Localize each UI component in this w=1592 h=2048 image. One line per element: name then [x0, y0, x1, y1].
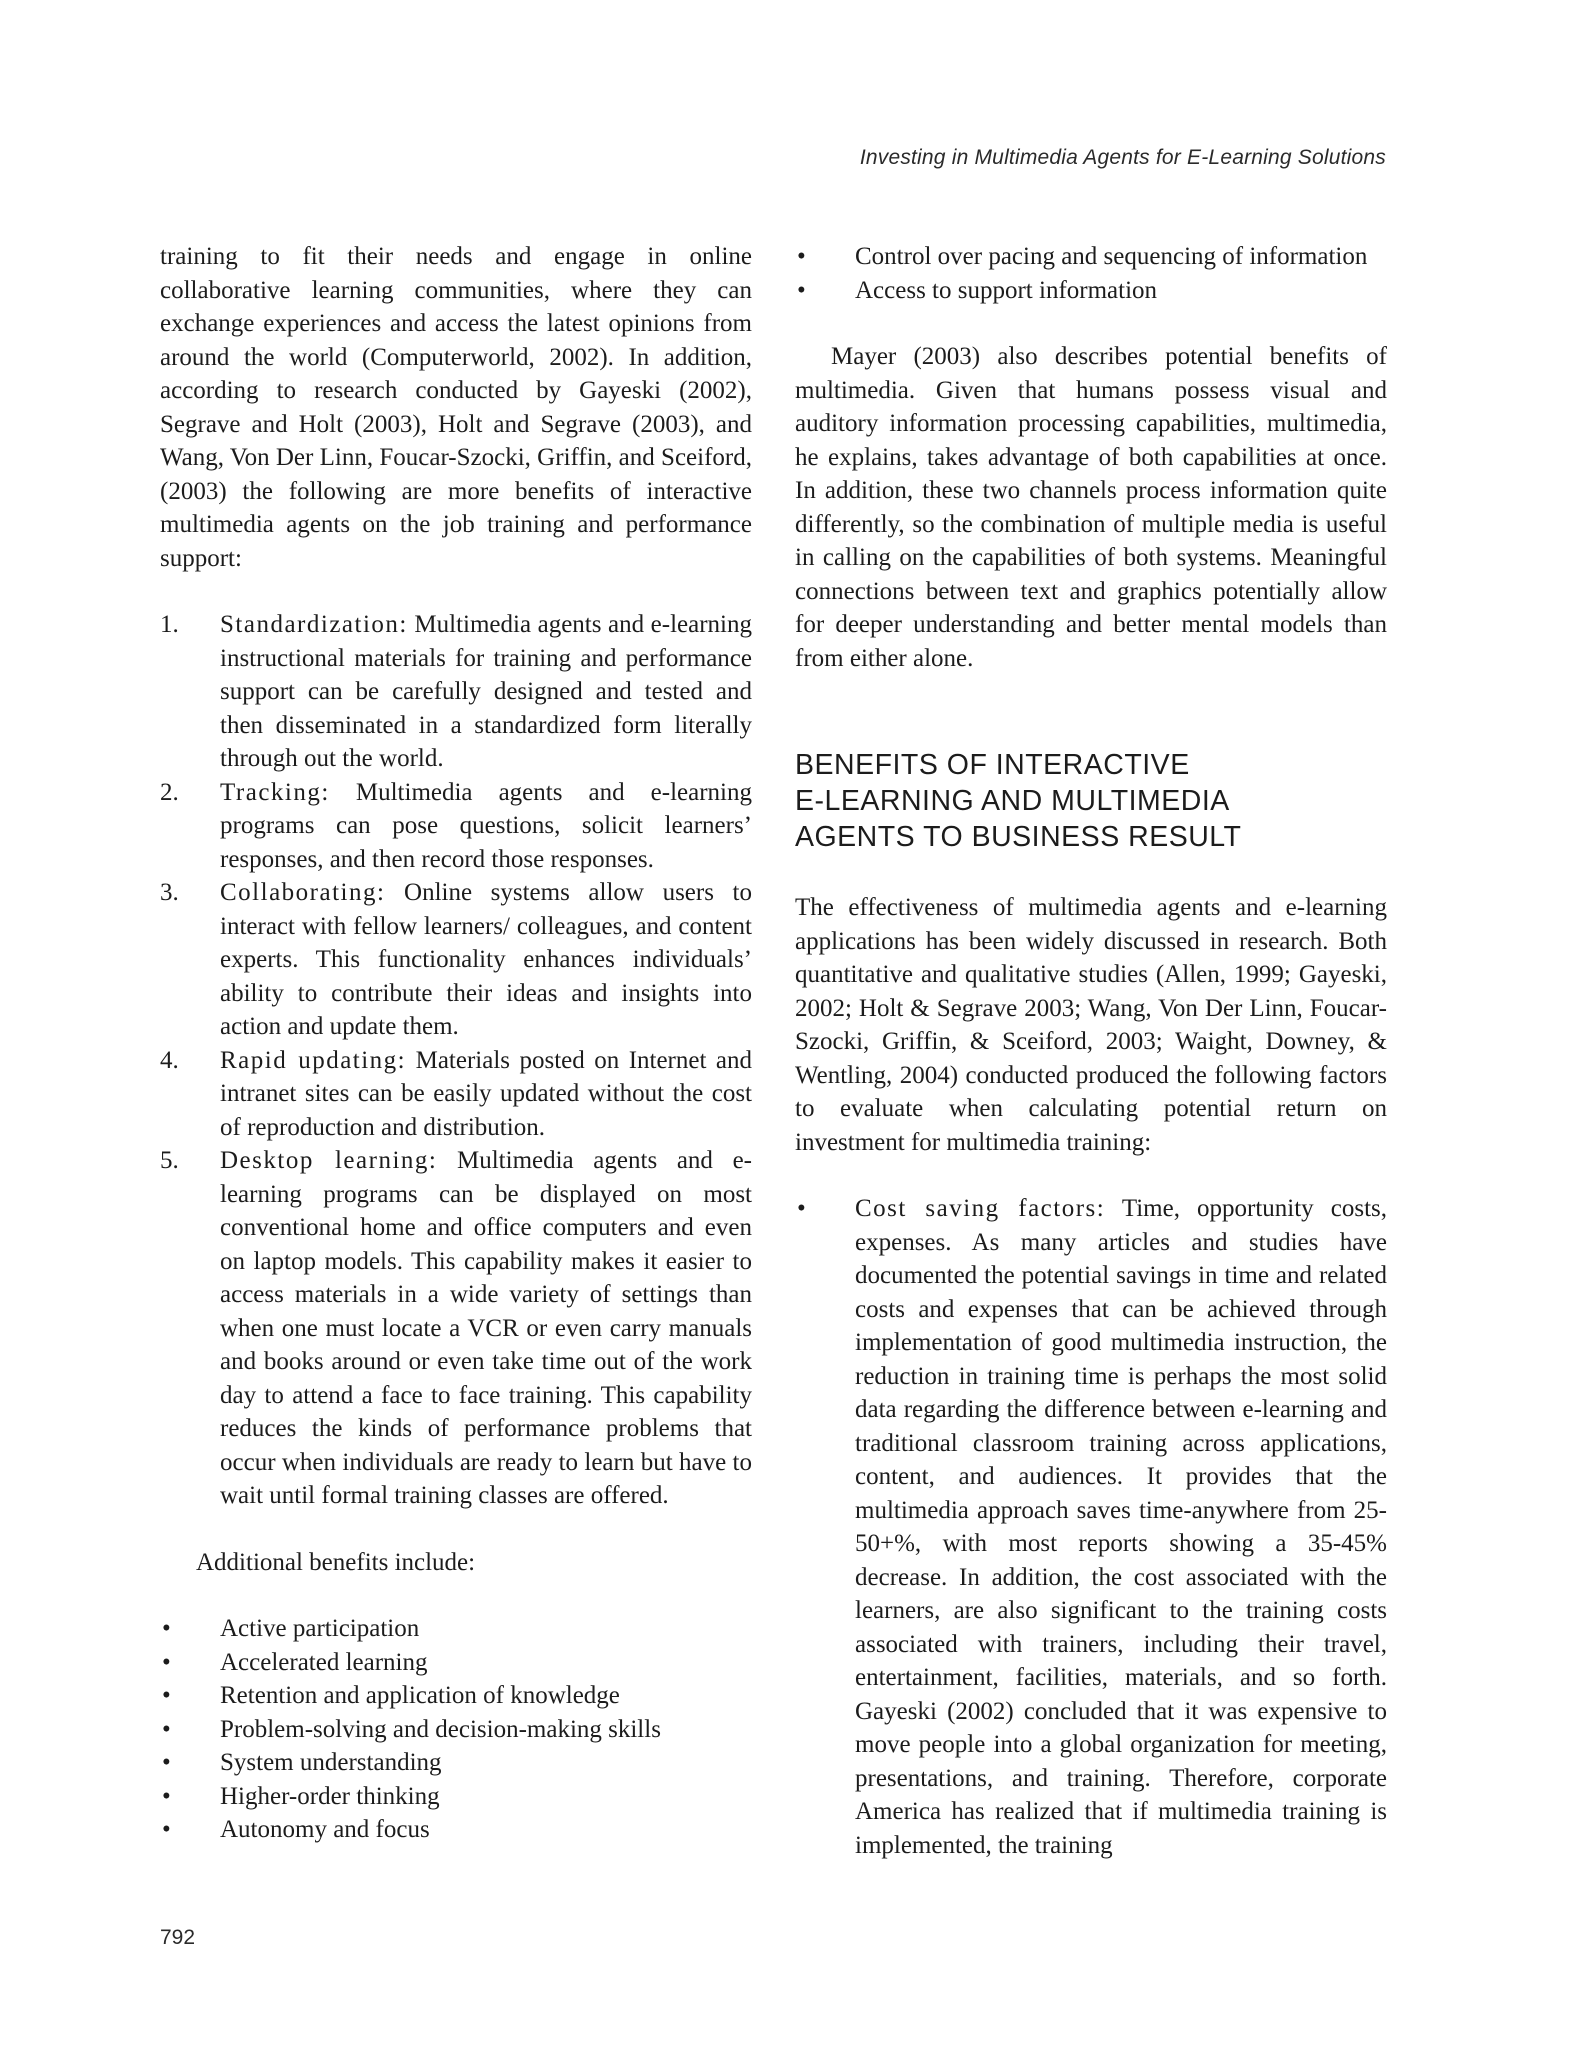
- item-term: Cost saving factors:: [855, 1195, 1106, 1222]
- item-text: Materials posted on Internet and intranet sites can be easily updated without the cost of reproduction and distribution.: [220, 1046, 752, 1141]
- left-column: [160, 240, 752, 1880]
- item-term: Desktop learning:: [220, 1147, 438, 1174]
- item-term: Standardization:: [220, 611, 408, 638]
- bullet-dot: •: [162, 1782, 171, 1810]
- bullet-text: Retention and application of knowledge: [220, 1682, 620, 1709]
- bullet-dot: •: [162, 1749, 171, 1776]
- bullet-item: [160, 1780, 752, 1814]
- numbered-item: [160, 608, 752, 776]
- bullet-text: Accelerated learning: [220, 1648, 428, 1676]
- bullet-text: Active participation: [220, 1615, 420, 1642]
- bullet-dot: •: [797, 276, 806, 304]
- bullet-item: [160, 1746, 752, 1780]
- bullet-dot: •: [797, 243, 806, 270]
- bullet-dot: •: [797, 1195, 806, 1222]
- effectiveness-paragraph: The effectiveness of multimedia agents and e-learning applications has been widely discussed in research. Both quantitative and qualitative studies (Allen, 1999; Gayeski, 2002; Holt & Segrave 2003; Wang, Von Der Linn, Foucar-Szocki, Griffin, & Sceiford, 2003; Waight, Downey, & Wentling, 2004) conducted produced the following factors to evaluate when calculating potential return on investment for multimedia training:: [795, 894, 1387, 1156]
- item-text: Multimedia agents and e-learning programs can pose questions, solicit learners’ responses, and then record those responses.: [220, 778, 752, 873]
- page-number: 792: [160, 1926, 196, 1949]
- mayer-paragraph: Mayer (2003) also describes potential benefits of multimedia. Given that humans possess visual and auditory information processing capabilities, multimedia, he explains, takes advantage of both capabilities at once. In addition, these two channels process information quite differently, so the combination of multiple media is useful in calling on the capabilities of both systems. Meaningful connections between text and graphics potentially allow for deeper understanding and better mental models than from either alone.: [795, 343, 1387, 672]
- numbered-item: [160, 876, 752, 1044]
- bullet-dot: •: [162, 1682, 171, 1709]
- running-head: Investing in Multimedia Agents for E-Learning Solutions: [859, 146, 1386, 169]
- item-number: 1.: [160, 611, 179, 638]
- additional-benefits-intro: Additional benefits include:: [196, 1548, 476, 1576]
- bullet-text: Autonomy and focus: [220, 1816, 430, 1843]
- continued-bullet-list: [795, 240, 1387, 307]
- bullet-dot: •: [162, 1648, 171, 1676]
- bullet-dot: •: [162, 1715, 171, 1743]
- bullet-text: Access to support information: [855, 276, 1158, 304]
- bullet-text: Time, opportunity costs, expenses. As many articles and studies have documented the potential savings in time and related costs and expenses that can be achieved through implementation of good multimedia instruction, the reduction in training time is perhaps the most solid data regarding the difference between e-learning and traditional classroom training across applications, content, and audiences. It provides that the multimedia approach saves time-anywhere from 25-50+%, with most reports showing a 35-45% decrease. In addition, the cost associated with the learners, are also significant to the training costs associated with trainers, including their travel, entertainment, facilities, materials, and so forth. Gayeski (2002) concluded that it was expensive to move people into a global organization for meeting, presentations, and training. Therefore, corporate America has realized that if multimedia training is implemented, the training: [855, 1195, 1387, 1859]
- bullet-item: [795, 1192, 1387, 1862]
- heading-line: AGENTS TO BUSINESS RESULT: [795, 821, 1242, 853]
- bullet-dot: •: [162, 1816, 171, 1843]
- bullet-item: [160, 1612, 752, 1646]
- section-heading: [795, 747, 1387, 855]
- item-term: Rapid updating:: [220, 1046, 407, 1074]
- numbered-item: [160, 1144, 752, 1513]
- right-column: [795, 240, 1387, 1895]
- intro-paragraph: training to fit their needs and engage in online collaborative learning communities, where they can exchange experiences and access the latest opinions from around the world (Computerworld, 2002). In addition, according to research conducted by Gayeski (2002), Segrave and Holt (2003), Holt and Segrave (2003), and Wang, Von Der Linn, Foucar-Szocki, Griffin, and Sceiford, (2003) the following are more benefits of interactive multimedia agents on the job training and performance support:: [160, 243, 752, 572]
- item-text: Multimedia agents and e-learning programs can be displayed on most conventional home and office computers and even on laptop models. This capability makes it easier to access materials in a wide variety of settings than when one must locate a VCR or even carry manuals and books around or even take time out of the work day to attend a face to face training. This capability reduces the kinds of performance problems that occur when individuals are ready to learn but have to wait until formal training classes are offered.: [220, 1147, 752, 1509]
- item-text: Online systems allow users to interact with fellow learners/ colleagues, and content experts. This functionality enhances individuals’ ability to contribute their ideas and insights into action and update them.: [220, 879, 752, 1040]
- item-number: 2.: [160, 778, 179, 806]
- additional-benefits-list: [160, 1612, 752, 1847]
- bullet-text: Control over pacing and sequencing of information: [855, 243, 1368, 270]
- bullet-item: [160, 1679, 752, 1713]
- numbered-item: [160, 1044, 752, 1145]
- heading-line: BENEFITS OF INTERACTIVE: [795, 749, 1190, 781]
- item-term: Collaborating:: [220, 879, 386, 906]
- numbered-item: [160, 776, 752, 877]
- item-number: 5.: [160, 1147, 179, 1174]
- item-number: 4.: [160, 1046, 179, 1074]
- bullet-item: [160, 1646, 752, 1680]
- item-term: Tracking:: [220, 778, 330, 806]
- bullet-item: [795, 240, 1387, 274]
- bullet-text: System understanding: [220, 1749, 442, 1776]
- heading-line: E-LEARNING AND MULTIMEDIA: [795, 785, 1230, 817]
- bullet-text: Problem-solving and decision-making skills: [220, 1715, 661, 1743]
- bullet-dot: •: [162, 1615, 171, 1642]
- item-number: 3.: [160, 879, 179, 906]
- bullet-item: [160, 1713, 752, 1747]
- benefits-numbered-list: [160, 608, 752, 1513]
- bullet-item: [160, 1813, 752, 1847]
- bullet-item: [795, 274, 1387, 308]
- bullet-text: Higher-order thinking: [220, 1782, 440, 1810]
- item-text: Multimedia agents and e-learning instructional materials for training and performance support can be carefully designed and tested and then disseminated in a standardized form literally through out the world.: [220, 611, 752, 772]
- roi-factors-list: [795, 1192, 1387, 1862]
